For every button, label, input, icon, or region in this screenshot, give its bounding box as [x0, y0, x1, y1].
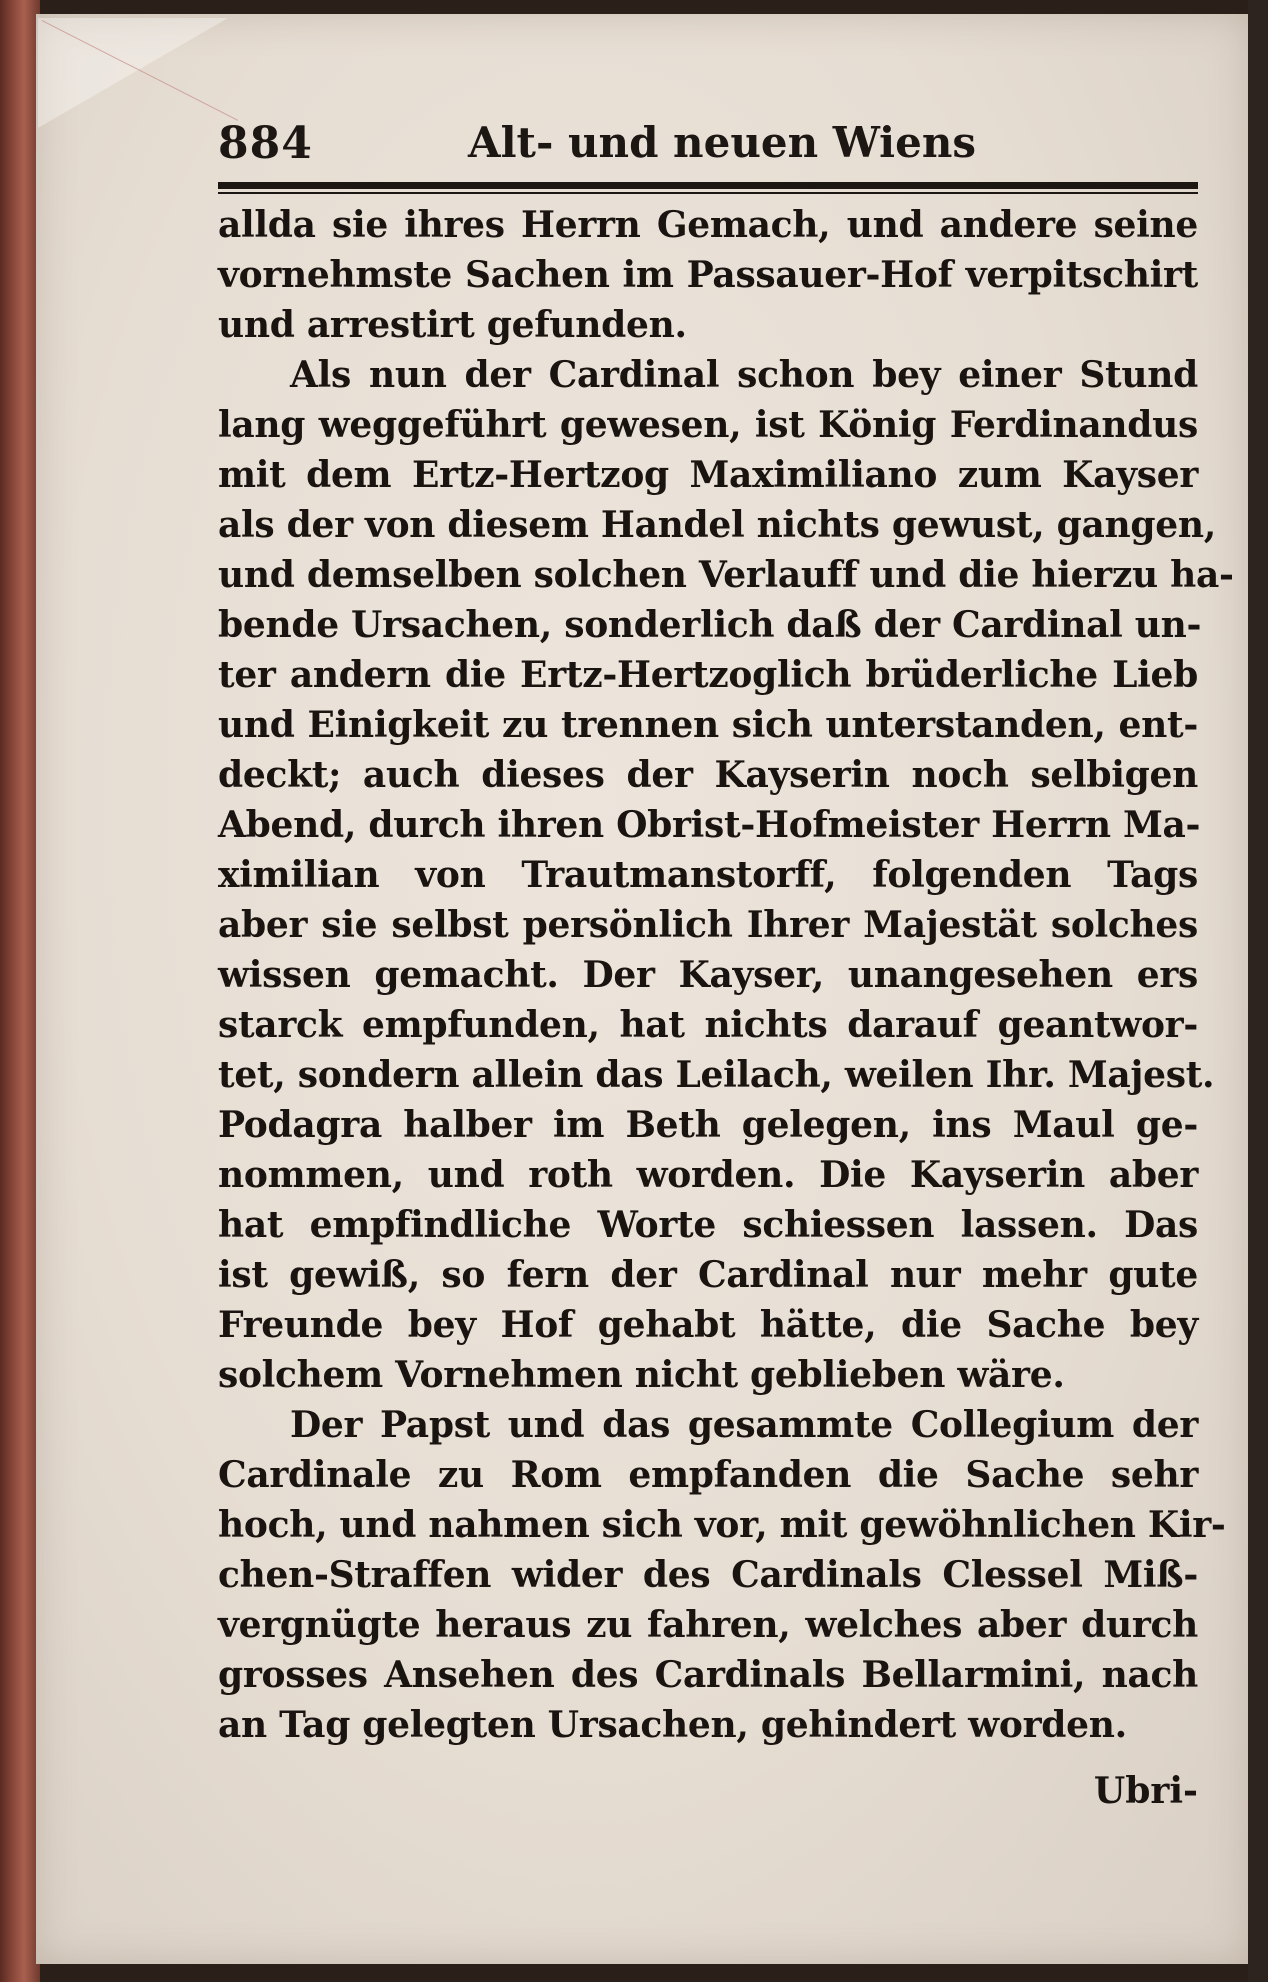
- text-line: an Tag gelegten Ursachen, gehindert worden.: [218, 1704, 1127, 1746]
- text-line: nommen, und roth worden. Die Kayserin aber: [218, 1154, 1198, 1196]
- text-line: Als nun der Cardinal schon bey einer Stund: [290, 354, 1198, 396]
- text-line: allda sie ihres Herrn Gemach, und andere seine: [218, 204, 1198, 246]
- text-line: grosses Ansehen des Cardinals Bellarmini, nach: [218, 1654, 1198, 1696]
- text-line: und arrestirt gefunden.: [218, 304, 687, 346]
- text-line: chen-Straffen wider des Cardinals Clessel Miß-: [218, 1554, 1198, 1596]
- text-line: hoch, und nahmen sich vor, mit gewöhnlichen Kir-: [218, 1504, 1226, 1546]
- text-line: vergnügte heraus zu fahren, welches aber durch: [218, 1604, 1198, 1646]
- body-text: [218, 200, 1234, 1750]
- text-line: solchem Vornehmen nicht geblieben wäre.: [218, 1354, 1065, 1396]
- text-line: ist gewiß, so fern der Cardinal nur mehr gute: [218, 1254, 1198, 1296]
- text-line: wissen gemacht. Der Kayser, unangesehen ers: [218, 954, 1198, 996]
- text-line: bende Ursachen, sonderlich daß der Cardinal un-: [218, 604, 1202, 646]
- page-number: 884: [218, 118, 313, 169]
- text-line: mit dem Ertz-Hertzog Maximiliano zum Kayser: [218, 454, 1198, 496]
- text-line: lang weggeführt gewesen, ist König Ferdinandus: [218, 404, 1198, 446]
- folded-corner: [38, 18, 228, 128]
- text-line: ximilian von Trautmanstorff, folgenden Tags: [218, 854, 1198, 896]
- text-line: Abend, durch ihren Obrist-Hofmeister Herrn Ma-: [218, 804, 1201, 846]
- page-edge-shadow: [1248, 0, 1268, 1982]
- catchword: Ubri-: [1093, 1770, 1198, 1812]
- text-line: tet, sondern allein das Leilach, weilen Ihr. Majest.: [218, 1054, 1215, 1096]
- header-rule: [218, 182, 1198, 194]
- text-line: aber sie selbst persönlich Ihrer Majestät solches: [218, 904, 1198, 946]
- text-line: ter andern die Ertz-Hertzoglich brüderliche Lieb: [218, 654, 1198, 696]
- text-line: Podagra halber im Beth gelegen, ins Maul ge-: [218, 1104, 1198, 1146]
- text-line: und demselben solchen Verlauff und die hierzu ha-: [218, 554, 1234, 596]
- text-line: vornehmste Sachen im Passauer-Hof verpitschirt: [218, 254, 1198, 296]
- text-line: Cardinale zu Rom empfanden die Sache sehr: [218, 1454, 1198, 1496]
- text-line: als der von diesem Handel nichts gewust, gangen,: [218, 504, 1216, 546]
- text-line: deckt; auch dieses der Kayserin noch selbigen: [218, 754, 1198, 796]
- text-line: starck empfunden, hat nichts darauf geantwor-: [218, 1004, 1198, 1046]
- text-line: und Einigkeit zu trennen sich unterstanden, ent-: [218, 704, 1198, 746]
- text-line: hat empfindliche Worte schiessen lassen. Das: [218, 1204, 1198, 1246]
- page-header: [218, 118, 1198, 178]
- text-line: Freunde bey Hof gehabt hätte, die Sache bey: [218, 1304, 1198, 1346]
- text-line: Der Papst und das gesammte Collegium der: [290, 1404, 1198, 1446]
- running-title: Alt- und neuen Wiens: [468, 118, 977, 167]
- book-edge: [0, 0, 40, 1982]
